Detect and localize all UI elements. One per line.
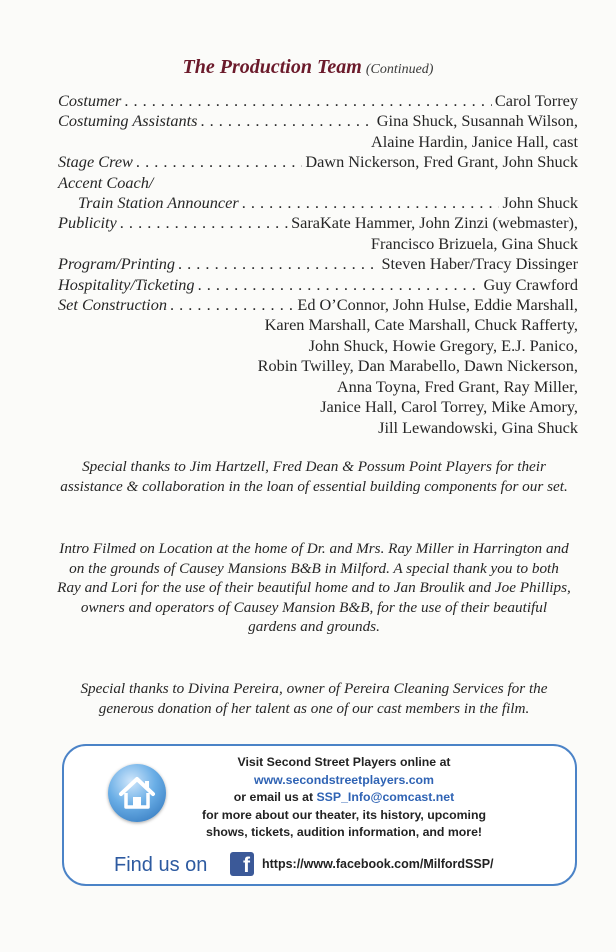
- credit-role: Accent Coach/: [58, 172, 154, 192]
- credit-role: Hospitality/Ticketing: [58, 274, 195, 294]
- credit-stage-crew: [58, 152, 578, 172]
- home-icon[interactable]: [108, 764, 166, 822]
- credit-names: Janice Hall, Carol Torrey, Mike Amory,: [320, 397, 578, 417]
- credit-role: Publicity: [58, 213, 117, 233]
- credit-program-printing: [58, 254, 578, 274]
- contact-text: [184, 754, 504, 842]
- credit-role: Costumer: [58, 91, 122, 110]
- find-us-label: Find us on: [114, 854, 208, 876]
- credit-names: Anna Toyna, Fred Grant, Ray Miller,: [336, 376, 578, 396]
- credit-names: Guy Crawford: [483, 274, 578, 294]
- credit-hospitality: [58, 275, 578, 295]
- facebook-icon[interactable]: f: [230, 852, 254, 876]
- credit-names: Steven Haber/Tracy Dissinger: [381, 254, 578, 274]
- website-link[interactable]: www.secondstreetplayers.com: [254, 772, 434, 787]
- more-info-line-2: shows, tickets, audition information, and more!: [205, 825, 483, 839]
- email-prefix: or email us at: [233, 790, 314, 804]
- email-line: [184, 789, 504, 807]
- credit-names: SaraKate Hammer, John Zinzi (webmaster),: [291, 213, 578, 233]
- credit-names: Gina Shuck, Susannah Wilson,: [376, 111, 578, 131]
- credit-role: Program/Printing: [58, 254, 175, 274]
- credit-names: Ed O’Connor, John Hulse, Eddie Marshall,: [297, 295, 578, 315]
- credit-names: Dawn Nickerson, Fred Grant, John Shuck: [305, 152, 578, 172]
- title-main: The Production Team: [182, 56, 362, 78]
- credit-names: Karen Marshall, Cate Marshall, Chuck Rafferty,: [264, 315, 578, 335]
- email-link[interactable]: SSP_Info@comcast.net: [316, 790, 455, 804]
- credit-names: John Shuck: [502, 193, 578, 213]
- credit-publicity: [58, 213, 578, 233]
- credit-names: Carol Torrey: [494, 91, 578, 110]
- page-title: [0, 56, 616, 79]
- thanks-paragraph-1: Special thanks to Jim Hartzell, Fred Dean & Possum Point Players for their assistance & collaboration in the loan of essential building components for our set.: [60, 458, 568, 495]
- credit-names: John Shuck, Howie Gregory, E.J. Panico,: [308, 335, 578, 355]
- thanks-paragraph-3: Special thanks to Divina Pereira, owner of Pereira Cleaning Services for the generous donation of her talent as one of our cast members in the film.: [80, 680, 548, 717]
- credit-role: Costuming Assistants: [58, 111, 198, 131]
- thanks-paragraph-2: Intro Filmed on Location at the home of Dr. and Mrs. Ray Miller in Harrington and on the grounds of Causey Mansions B&B in Milford. A special thank you to both Ray and Lori for the use of their beautiful home and to Jan Broulik and Joe Phillips, owners and operators of Causey Mansion B&B, for the use of their beautiful gardens and grounds.: [57, 540, 571, 636]
- credit-names: Alaine Hardin, Janice Hall, cast: [370, 131, 578, 151]
- title-continued: (Continued): [365, 62, 434, 77]
- credit-role: Stage Crew: [58, 152, 133, 172]
- credit-costumer: [58, 91, 578, 111]
- contact-box: [62, 744, 577, 886]
- credit-accent-coach: [58, 173, 578, 193]
- credit-names: Robin Twilley, Dan Marabello, Dawn Nickerson,: [257, 356, 578, 376]
- credits-list: [58, 91, 578, 438]
- credit-role: Set Construction: [58, 295, 167, 315]
- credit-set-construction: [58, 295, 578, 315]
- visit-line: Visit Second Street Players online at: [237, 755, 451, 769]
- credit-train-announcer: [58, 193, 578, 213]
- credit-names: Jill Lewandowski, Gina Shuck: [378, 417, 578, 437]
- more-info-line: for more about our theater, its history, upcoming: [202, 807, 486, 822]
- credit-costuming-assistants: [58, 111, 578, 131]
- facebook-url[interactable]: https://www.facebook.com/MilfordSSP/: [262, 857, 494, 871]
- credit-names: Francisco Brizuela, Gina Shuck: [370, 233, 578, 253]
- credit-role: Train Station Announcer: [78, 193, 239, 213]
